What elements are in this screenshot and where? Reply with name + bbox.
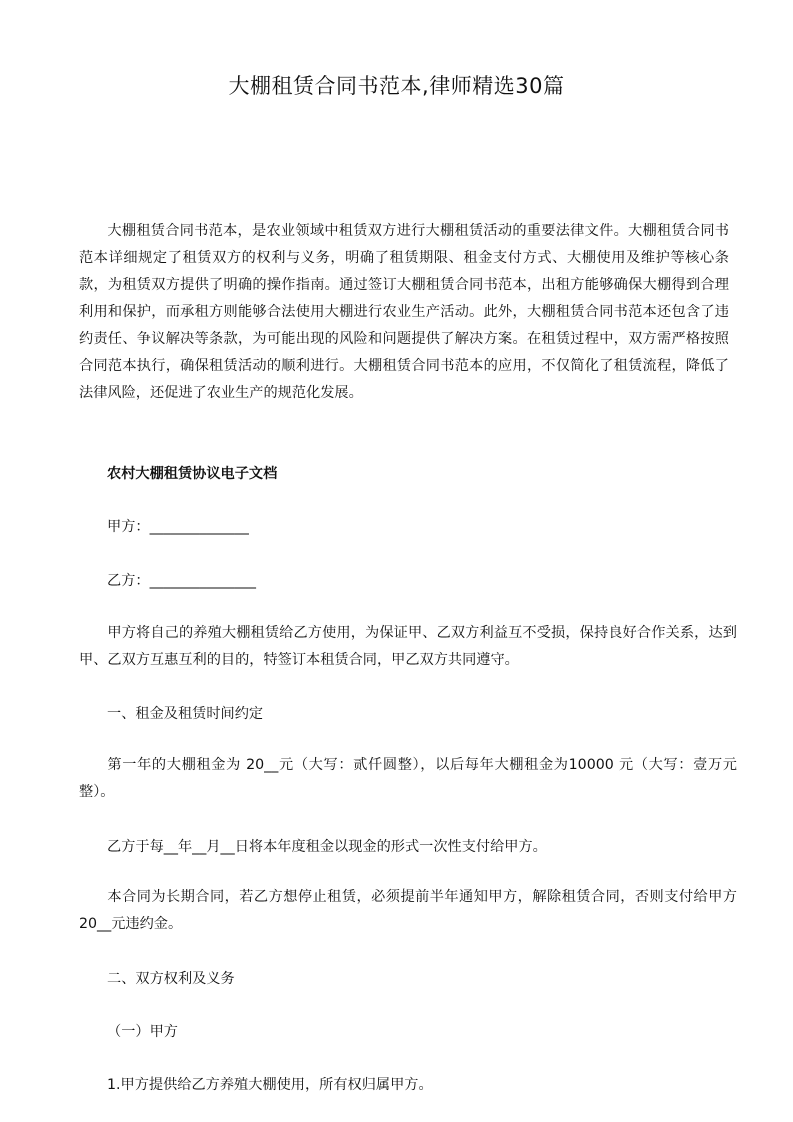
payment-date-paragraph: 乙方于每__年__月__日将本年度租金以现金的形式一次性支付给甲方。 — [107, 839, 547, 855]
party-b-line: 乙方：_______________ — [107, 573, 256, 589]
preamble-paragraph: 甲方将自己的养殖大棚租赁给乙方使用，为保证甲、乙双方利益互不受损，保持良好合作关系，达到甲、乙双方互惠互利的目的，特签订本租赁合同，甲乙双方共同遵守。 — [79, 625, 737, 668]
section-1-heading: 一、租金及租赁时间约定 — [107, 706, 264, 722]
clause-item-1: 1.甲方提供给乙方养殖大棚使用，所有权归属甲方。 — [107, 1077, 433, 1093]
document-title: 大棚租赁合同书范本,律师精选30篇 — [228, 74, 565, 98]
intro-paragraph: 大棚租赁合同书范本，是农业领域中租赁双方进行大棚租赁活动的重要法律文件。大棚租赁合同书范本详细规定了租赁双方的权利与义务，明确了租赁期限、租金支付方式、大棚使用及维护等核心条款，为租赁双方提供了明确的操作指南。通过签订大棚租赁合同书范本，出租方能够确保大棚得到合理利用和保护，而承租方则能够合法使用大棚进行农业生产活动。此外，大棚租赁合同书范本还包含了违约责任、争议解决等条款，为可能出现的风险和问题提供了解决方案。在租赁过程中，双方需严格按照合同范本执行，确保租赁活动的顺利进行。大棚租赁合同书范本的应用，不仅简化了租赁流程，降低了法律风险，还促进了农业生产的规范化发展。 — [79, 223, 729, 401]
party-a-line: 甲方：______________ — [107, 519, 249, 535]
rent-amount-paragraph: 第一年的大棚租金为 20__元（大写：贰仟圆整），以后每年大棚租金为10000 元（大写：壹万元整）。 — [79, 757, 737, 800]
party-a-subheading: （一）甲方 — [107, 1024, 178, 1040]
termination-paragraph: 本合同为长期合同，若乙方想停止租赁，必须提前半年通知甲方，解除租赁合同，否则支付给甲方 20__元违约金。 — [79, 889, 737, 932]
section-2-heading: 二、双方权利及义务 — [107, 971, 235, 987]
agreement-heading: 农村大棚租赁协议电子文档 — [107, 466, 278, 482]
